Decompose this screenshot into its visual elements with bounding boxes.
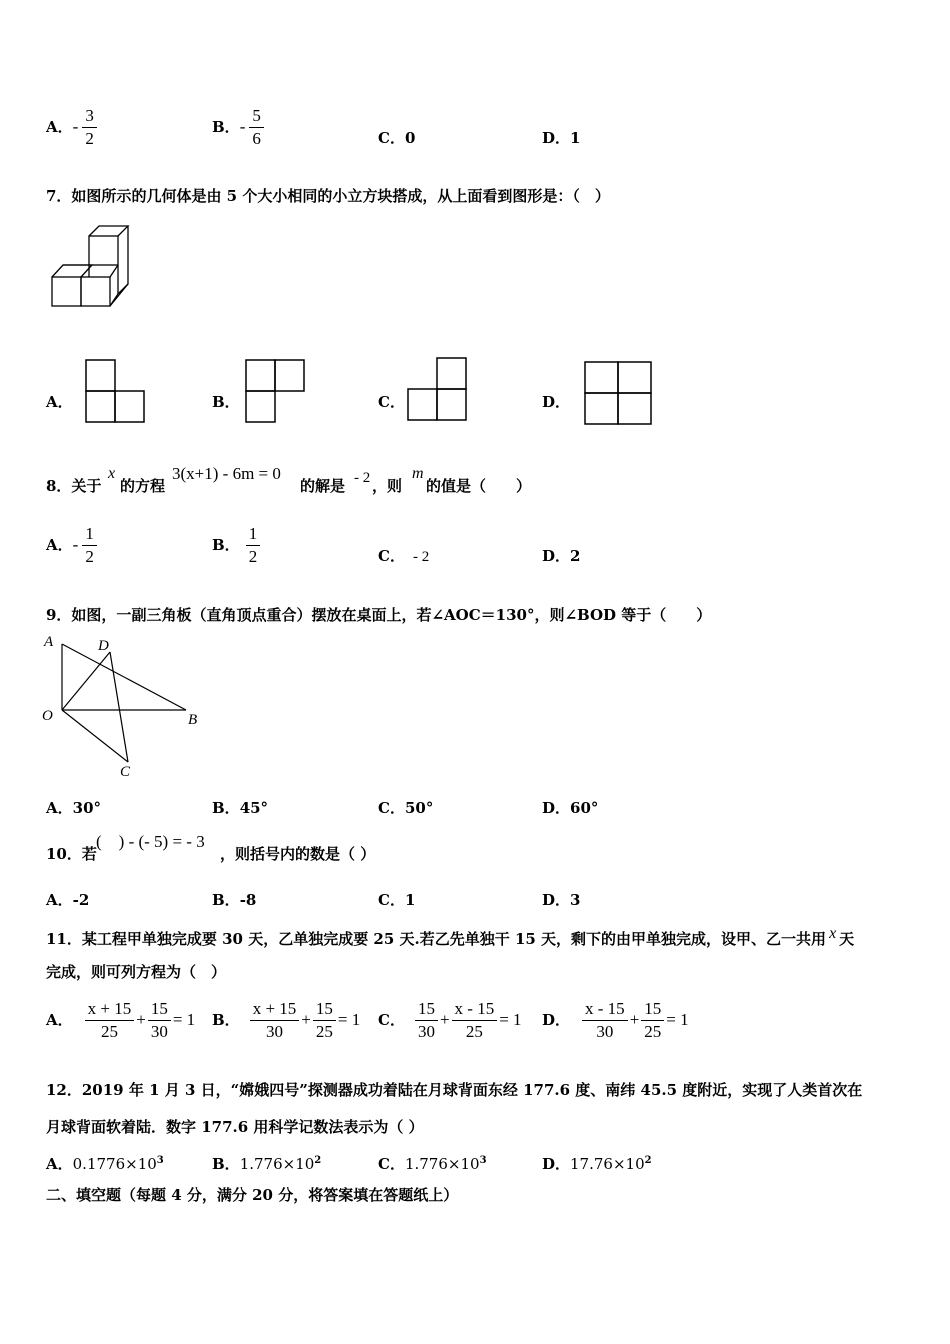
q7-cube-figure bbox=[46, 222, 136, 312]
q10-option-d: D．3 bbox=[542, 891, 581, 909]
fraction: $\frac{3}{2}$ bbox=[82, 106, 97, 149]
q7-option-b-shape bbox=[244, 358, 306, 424]
q11-question-line2: 完成，则可列方程为（ ） bbox=[46, 963, 227, 981]
q6-option-d: D．1 bbox=[542, 129, 581, 147]
q8-equation: 3(x+1) - 6m = 0 bbox=[172, 464, 281, 483]
q7-option-b-label: B． bbox=[212, 393, 240, 411]
q10-question: 10．若 ( ) - (- 5) = - 3 ，则括号内的数是（ ） bbox=[46, 832, 376, 863]
fraction: $\frac{1}{2}$ bbox=[246, 524, 261, 567]
q11-option-a: A． $\frac{x + 15}{25}$ + $\frac{15}{30}$ = 1 bbox=[46, 998, 196, 1041]
label-d: D bbox=[98, 638, 109, 654]
q11-option-d: D． $\frac{x - 15}{30}$ + $\frac{15}{25}$ = 1 bbox=[542, 998, 689, 1041]
q8-option-a: A． - $\frac{1}{2}$ bbox=[46, 522, 97, 568]
q11-question-line1: 11．某工程甲单独完成要 30 天，乙单独完成要 25 天.若乙先单独干 15 天，剩下的由甲单独完成，设甲、乙一共用 x 天 bbox=[46, 925, 855, 948]
q7-option-a-label: A． bbox=[46, 393, 73, 411]
q12-question-line1: 12．2019 年 1 月 3 日，“嫦娥四号”探测器成功着陆在月球背面东经 177.6 度、南纬 45.5 度附近，实现了人类首次在 bbox=[46, 1081, 863, 1099]
q8-option-b: B． $\frac{1}{2}$ bbox=[212, 522, 260, 568]
q10-option-b: B．-8 bbox=[212, 891, 257, 909]
q9-triangle-figure bbox=[40, 632, 210, 782]
q7-option-d-shape bbox=[583, 360, 653, 426]
q12-option-b: B．$1.776\times 10^2$ bbox=[212, 1155, 322, 1173]
q11-option-c: C． $\frac{15}{30}$ + $\frac{x - 15}{25}$ = 1 bbox=[378, 998, 522, 1041]
q12-question-line2: 月球背面软着陆．数字 177.6 用科学记数法表示为（ ） bbox=[46, 1118, 424, 1136]
fraction: $\frac{1}{2}$ bbox=[82, 524, 97, 567]
q8-option-d: D．2 bbox=[542, 547, 581, 565]
q9-option-d: D．60° bbox=[542, 799, 599, 817]
q12-option-c: C．$1.776\times 10^3$ bbox=[378, 1155, 487, 1173]
label-a: A bbox=[44, 634, 54, 650]
q7-option-d-label: D． bbox=[542, 393, 571, 411]
label-o: O bbox=[42, 708, 53, 724]
q7-question-text: 7．如图所示的几何体是由 5 个大小相同的小立方块搭成，从上面看到图形是：（ ） bbox=[46, 187, 610, 205]
label-c: C bbox=[120, 764, 131, 780]
q6-option-c: C．0 bbox=[378, 129, 416, 147]
q9-question-text: 9．如图，一副三角板（直角顶点重合）摆放在桌面上，若∠AOC＝130°，则∠BOD 等于（ ） bbox=[46, 606, 712, 624]
q12-option-a: A．$0.1776\times 10^3$ bbox=[46, 1155, 164, 1173]
q7-option-a-shape bbox=[84, 358, 146, 424]
option-label: A． bbox=[46, 118, 73, 136]
fraction: $\frac{5}{6}$ bbox=[249, 106, 264, 149]
q10-equation: ( ) - (- 5) = - 3 bbox=[96, 832, 205, 851]
section-title: 二、填空题（每题 4 分，满分 20 分，将答案填在答题纸上） bbox=[46, 1186, 459, 1204]
q7-option-c-shape bbox=[406, 356, 468, 422]
q6-option-b: B． - $\frac{5}{6}$ bbox=[212, 104, 264, 150]
q11-option-b: B． $\frac{x + 15}{30}$ + $\frac{15}{25}$ = 1 bbox=[212, 998, 361, 1041]
q9-option-c: C．50° bbox=[378, 799, 434, 817]
q7-option-c-label: C． bbox=[378, 393, 405, 411]
q9-option-a: A．30° bbox=[46, 799, 102, 817]
q8-option-c: C． - 2 bbox=[378, 547, 430, 565]
q10-option-a: A．-2 bbox=[46, 891, 90, 909]
q6-option-a: A． - $\frac{3}{2}$ bbox=[46, 104, 97, 150]
q9-option-b: B．45° bbox=[212, 799, 269, 817]
label-b: B bbox=[188, 712, 198, 728]
q10-option-c: C．1 bbox=[378, 891, 416, 909]
option-label: B． bbox=[212, 118, 240, 136]
q12-option-d: D．$17.76\times 10^2$ bbox=[542, 1155, 652, 1173]
